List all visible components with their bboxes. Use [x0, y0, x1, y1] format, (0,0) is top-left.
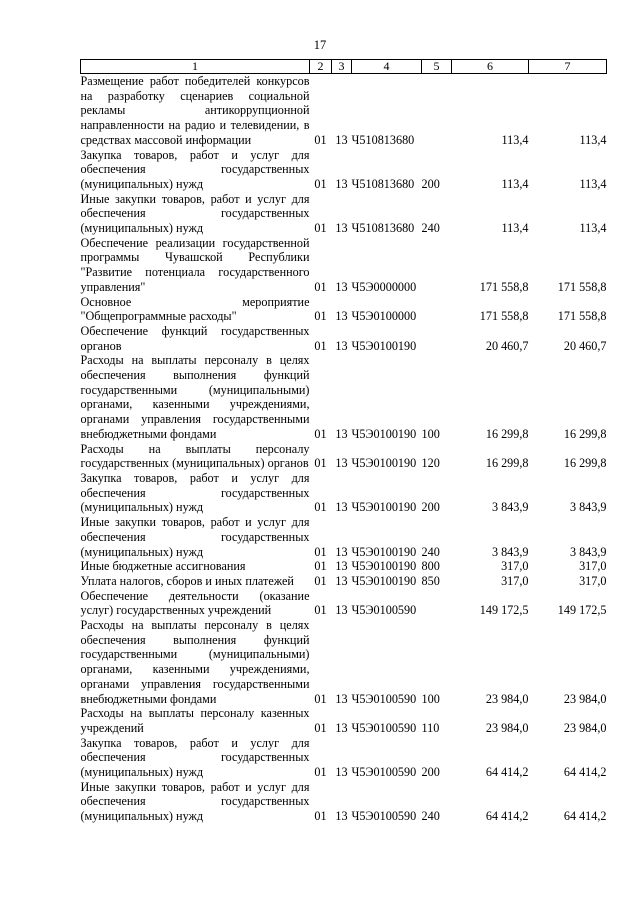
table-row — [81, 236, 607, 295]
table-row — [81, 706, 607, 735]
expense-type-code: 110 — [421, 720, 440, 735]
amount-col-7: 64 414,2 — [563, 809, 607, 824]
amount-col-7: 16 299,8 — [563, 456, 607, 471]
amount-col-6: 64 414,2 — [485, 809, 529, 824]
expense-type-code: 240 — [421, 544, 440, 559]
amount-col-7: 16 299,8 — [563, 426, 607, 441]
budget-table — [80, 59, 607, 824]
target-article-code: Ч5Э0100190 — [351, 544, 417, 559]
row-name: Обеспечение деятельности (оказание услуг) государственных учреждений — [80, 588, 310, 618]
subsection-code: 13 — [335, 500, 348, 515]
table-row — [81, 148, 607, 192]
expense-type-code: 100 — [421, 426, 440, 441]
subsection-code: 13 — [335, 544, 348, 559]
amount-col-7: 3 843,9 — [569, 500, 607, 515]
row-name: Расходы на выплаты персоналу казенных учреждений — [80, 706, 310, 735]
amount-col-6: 3 843,9 — [491, 544, 529, 559]
expense-type-code: 200 — [421, 765, 440, 780]
expense-type-code: 800 — [421, 559, 440, 574]
expense-type-code: 850 — [421, 573, 440, 588]
section-code: 01 — [314, 765, 327, 780]
amount-col-7: 171 558,8 — [557, 279, 607, 294]
target-article-code: Ч5Э0100190 — [351, 338, 417, 353]
header-col-6: 6 — [452, 60, 529, 74]
table-row — [81, 74, 607, 148]
expense-type-code: 200 — [421, 500, 440, 515]
target-article-code: Ч5Э0100000 — [351, 309, 417, 324]
row-name: Иные бюджетные ассигнования — [80, 559, 246, 574]
amount-col-6: 3 843,9 — [491, 500, 529, 515]
section-code: 01 — [314, 559, 327, 574]
section-code: 01 — [314, 426, 327, 441]
expense-type-code — [422, 589, 452, 618]
amount-col-7: 20 460,7 — [563, 338, 607, 353]
row-name: Закупка товаров, работ и услуг для обеспечения государственных (муниципальных) нужд — [80, 470, 310, 515]
subsection-code: 13 — [335, 573, 348, 588]
table-body — [81, 74, 607, 824]
row-name: Уплата налогов, сборов и иных платежей — [80, 573, 294, 588]
amount-col-6: 171 558,8 — [479, 309, 529, 324]
target-article-code: Ч5Э0100590 — [351, 809, 417, 824]
subsection-code: 13 — [335, 809, 348, 824]
section-code: 01 — [314, 573, 327, 588]
subsection-code: 13 — [335, 426, 348, 441]
row-name: Иные закупки товаров, работ и услуг для обеспечения государственных (муниципальных) нужд — [80, 515, 310, 559]
expense-type-code — [422, 236, 452, 295]
amount-col-6: 317,0 — [501, 559, 529, 574]
amount-col-6: 171 558,8 — [479, 279, 529, 294]
amount-col-6: 20 460,7 — [485, 338, 529, 353]
header-col-4: 4 — [352, 60, 422, 74]
row-name: Закупка товаров, работ и услуг для обеспечения государственных (муниципальных) нужд — [80, 735, 310, 780]
amount-col-6: 149 172,5 — [479, 603, 529, 618]
row-name: Расходы на выплаты персоналу в целях обеспечения выполнения функций государственными (муниципальными) органами, казенными учреждениями, органами управления государственными внебюджетными фондами — [80, 618, 310, 706]
subsection-code: 13 — [335, 338, 348, 353]
table-row — [81, 780, 607, 824]
header-col-1: 1 — [81, 60, 310, 74]
target-article-code: Ч510813680 — [351, 176, 415, 191]
section-code: 01 — [314, 309, 327, 324]
target-article-code: Ч5Э0100190 — [351, 559, 417, 574]
amount-col-7: 113,4 — [579, 132, 607, 147]
table-row — [81, 736, 607, 780]
table-row — [81, 324, 607, 353]
amount-col-7: 23 984,0 — [563, 691, 607, 706]
subsection-code: 13 — [335, 309, 348, 324]
amount-col-6: 317,0 — [501, 573, 529, 588]
amount-col-6: 23 984,0 — [485, 720, 529, 735]
subsection-code: 13 — [335, 720, 348, 735]
amount-col-7: 64 414,2 — [563, 765, 607, 780]
section-code: 01 — [314, 132, 327, 147]
section-code: 01 — [314, 500, 327, 515]
subsection-code: 13 — [335, 765, 348, 780]
subsection-code: 13 — [335, 456, 348, 471]
section-code: 01 — [314, 176, 327, 191]
expense-type-code: 240 — [421, 809, 440, 824]
expense-type-code: 120 — [421, 456, 440, 471]
amount-col-7: 113,4 — [579, 176, 607, 191]
row-name: Закупка товаров, работ и услуг для обеспечения государственных (муниципальных) нужд — [80, 147, 310, 191]
row-name: Размещение работ победителей конкурсов на разработку сценариев социальной рекламы антикоррупционной направленности на радио и телевидении, в средствах массовой информации — [80, 74, 310, 147]
header-col-5: 5 — [422, 60, 452, 74]
target-article-code: Ч5Э0100590 — [351, 603, 417, 618]
target-article-code: Ч5Э0100190 — [351, 573, 417, 588]
amount-col-7: 317,0 — [579, 573, 607, 588]
target-article-code: Ч5Э0100590 — [351, 691, 417, 706]
table-row — [81, 559, 607, 574]
subsection-code: 13 — [335, 176, 348, 191]
row-name: Обеспечение функций государственных органов — [80, 323, 310, 353]
expense-type-code — [422, 74, 452, 148]
header-col-2: 2 — [310, 60, 332, 74]
amount-col-7: 113,4 — [579, 221, 607, 236]
target-article-code: Ч5Э0100190 — [351, 426, 417, 441]
row-name: Иные закупки товаров, работ и услуг для обеспечения государственных (муниципальных) нужд — [80, 779, 310, 824]
page-number: 17 — [313, 38, 327, 52]
table-row — [81, 192, 607, 236]
section-code: 01 — [314, 603, 327, 618]
amount-col-6: 113,4 — [501, 221, 529, 236]
target-article-code: Ч510813680 — [351, 132, 415, 147]
section-code: 01 — [314, 691, 327, 706]
amount-col-6: 16 299,8 — [485, 426, 529, 441]
subsection-code: 13 — [335, 221, 348, 236]
subsection-code: 13 — [335, 691, 348, 706]
expense-type-code — [422, 324, 452, 353]
row-name: Расходы на выплаты персоналу государственных (муниципальных) органов — [80, 441, 310, 471]
amount-col-7: 149 172,5 — [557, 603, 607, 618]
amount-col-6: 113,4 — [501, 132, 529, 147]
expense-type-code: 240 — [421, 221, 440, 236]
table-row — [81, 515, 607, 559]
target-article-code: Ч5Э0000000 — [351, 279, 417, 294]
expense-type-code: 100 — [421, 691, 440, 706]
section-code: 01 — [314, 221, 327, 236]
target-article-code: Ч5Э0100190 — [351, 456, 417, 471]
amount-col-6: 16 299,8 — [485, 456, 529, 471]
amount-col-7: 317,0 — [579, 559, 607, 574]
table-row — [81, 295, 607, 324]
table-row — [81, 589, 607, 618]
table-row — [81, 618, 607, 706]
target-article-code: Ч5Э0100590 — [351, 765, 417, 780]
subsection-code: 13 — [335, 559, 348, 574]
amount-col-7: 23 984,0 — [563, 720, 607, 735]
section-code: 01 — [314, 456, 327, 471]
row-name: Обеспечение реализации государственной программы Чувашской Республики "Развитие потенциала государственного управления" — [80, 235, 310, 294]
subsection-code: 13 — [335, 132, 348, 147]
section-code: 01 — [314, 720, 327, 735]
amount-col-6: 113,4 — [501, 176, 529, 191]
header-col-7: 7 — [529, 60, 607, 74]
header-row — [81, 60, 607, 74]
subsection-code: 13 — [335, 603, 348, 618]
amount-col-6: 23 984,0 — [485, 691, 529, 706]
target-article-code: Ч5Э0100190 — [351, 500, 417, 515]
subsection-code: 13 — [335, 279, 348, 294]
amount-col-7: 3 843,9 — [569, 544, 607, 559]
row-name: Основное мероприятие "Общепрограммные расходы" — [80, 294, 310, 324]
section-code: 01 — [314, 338, 327, 353]
header-col-3: 3 — [332, 60, 352, 74]
amount-col-6: 64 414,2 — [485, 765, 529, 780]
expense-type-code: 200 — [421, 176, 440, 191]
table-row — [81, 442, 607, 471]
target-article-code: Ч5Э0100590 — [351, 720, 417, 735]
table-row — [81, 471, 607, 515]
section-code: 01 — [314, 544, 327, 559]
expense-type-code — [422, 295, 452, 324]
table-row — [81, 574, 607, 589]
row-name: Иные закупки товаров, работ и услуг для обеспечения государственных (муниципальных) нужд — [80, 191, 310, 236]
table-row — [81, 353, 607, 441]
section-code: 01 — [314, 279, 327, 294]
section-code: 01 — [314, 809, 327, 824]
amount-col-7: 171 558,8 — [557, 309, 607, 324]
row-name: Расходы на выплаты персоналу в целях обеспечения выполнения функций государственными (муниципальными) органами, казенными учреждениями, органами управления государственными внебюджетными фондами — [80, 353, 310, 441]
target-article-code: Ч510813680 — [351, 221, 415, 236]
